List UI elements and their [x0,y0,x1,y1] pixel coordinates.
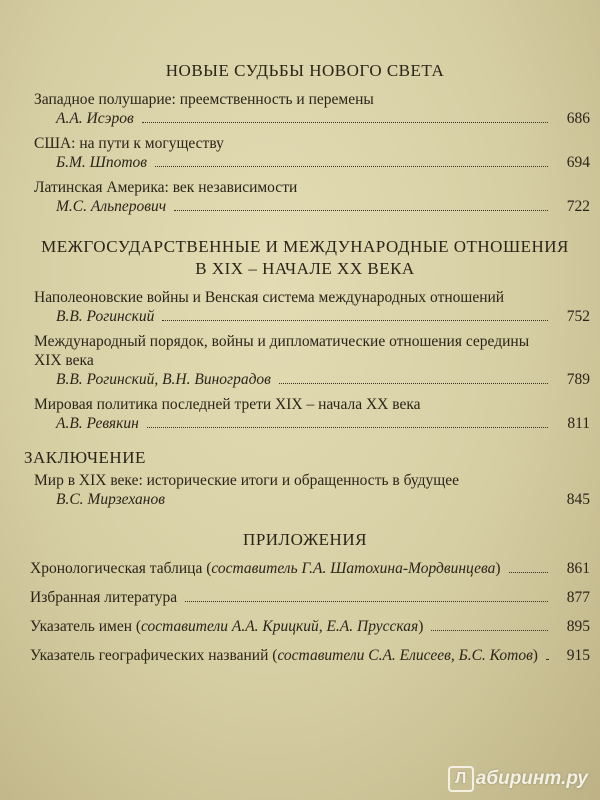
entry-author-row [20,307,590,326]
entry-title: Международный порядок, войны и дипломатические отношения середины XIX века [34,333,530,369]
appendix-entry [20,588,590,607]
entry-page-number: 861 [566,560,590,577]
table-of-contents [20,60,590,675]
watermark-text: абиринт.ру [475,768,588,789]
section-title-text: ПРИЛОЖЕНИЯ [243,530,367,549]
section-title-line: МЕЖГОСУДАРСТВЕННЫЕ И МЕЖДУНАРОДНЫЕ ОТНОШЕНИЯ [41,237,569,256]
leader-dots [155,154,548,167]
toc-entry [20,471,590,509]
entry-page-number: 722 [566,198,590,215]
entry-title: Латинская Америка: век независимости [34,179,298,196]
entry-author: М.С. Альперович [56,198,167,215]
section-title-new-world [20,60,590,82]
section-title-text: НОВЫЕ СУДЬБЫ НОВОГО СВЕТА [165,61,445,80]
leader-dots [185,589,548,602]
entry-author-row [20,370,590,389]
entry-author: Б.М. Шпотов [56,154,148,171]
appendix-entry [20,559,590,578]
toc-entry [20,134,590,172]
section-title-relations [20,236,590,280]
entry-page-number: 686 [566,110,590,127]
entry-page-number: 845 [566,491,590,508]
leader-dots [431,618,548,631]
entry-author-row [20,109,590,128]
entry-author: В.В. Рогинский, В.Н. Виноградов [56,371,271,388]
section-title-line: В XIX – НАЧАЛЕ XX ВЕКА [195,259,415,278]
appendix-entry [20,617,590,636]
toc-entry [20,332,590,389]
leader-dots [174,198,548,211]
entry-title: Наполеоновские войны и Венская система международных отношений [34,289,505,306]
labirint-logo-icon: Л [448,766,474,792]
entry-author-row [20,414,590,433]
entry-author: А.В. Ревякин [56,415,139,432]
leader-dots [142,110,548,123]
entry-page-number: 811 [567,415,590,432]
section-title-conclusion [20,447,590,469]
toc-entry [20,288,590,326]
entry-page-number: 694 [566,154,590,171]
appendix-label: Указатель имен (составители А.А. Крицкий, Е.А. Прусская) [30,618,424,635]
appendix-label: Избранная литература [30,589,178,606]
toc-entry [20,395,590,433]
entry-title: Западное полушарие: преемственность и перемены [34,91,374,108]
entry-page-number: 877 [566,589,590,606]
leader-dots [546,647,548,660]
entry-author-row [20,153,590,172]
labirint-watermark [448,766,588,792]
entry-author-row [20,197,590,216]
entry-page-number: 915 [566,647,590,664]
entry-title: США: на пути к могуществу [34,135,224,152]
appendix-label: Указатель географических названий (составители С.А. Елисеев, Б.С. Котов) [30,647,538,664]
entry-page-number: 752 [566,308,590,325]
section-title-appendices [20,529,590,551]
entry-author: В.В. Рогинский [56,308,155,325]
section-title-text: ЗАКЛЮЧЕНИЕ [24,448,146,467]
leader-dots [173,491,548,504]
appendix-entry [20,646,590,665]
entry-page-number: 895 [566,618,590,635]
toc-entry [20,178,590,216]
appendix-label: Хронологическая таблица (составитель Г.А. Шатохина-Мордвинцева) [30,560,501,577]
entry-author: В.С. Мирзеханов [56,491,165,508]
entry-author-row [20,490,590,509]
leader-dots [147,415,548,428]
entry-page-number: 789 [566,371,590,388]
entry-author: А.А. Исэров [56,110,134,127]
leader-dots [509,560,548,573]
entry-title: Мировая политика последней трети XIX – начала XX века [34,396,421,413]
toc-entry [20,90,590,128]
leader-dots [162,308,548,321]
entry-title: Мир в XIX веке: исторические итоги и обращенность в будущее [34,472,460,489]
leader-dots [279,371,548,384]
